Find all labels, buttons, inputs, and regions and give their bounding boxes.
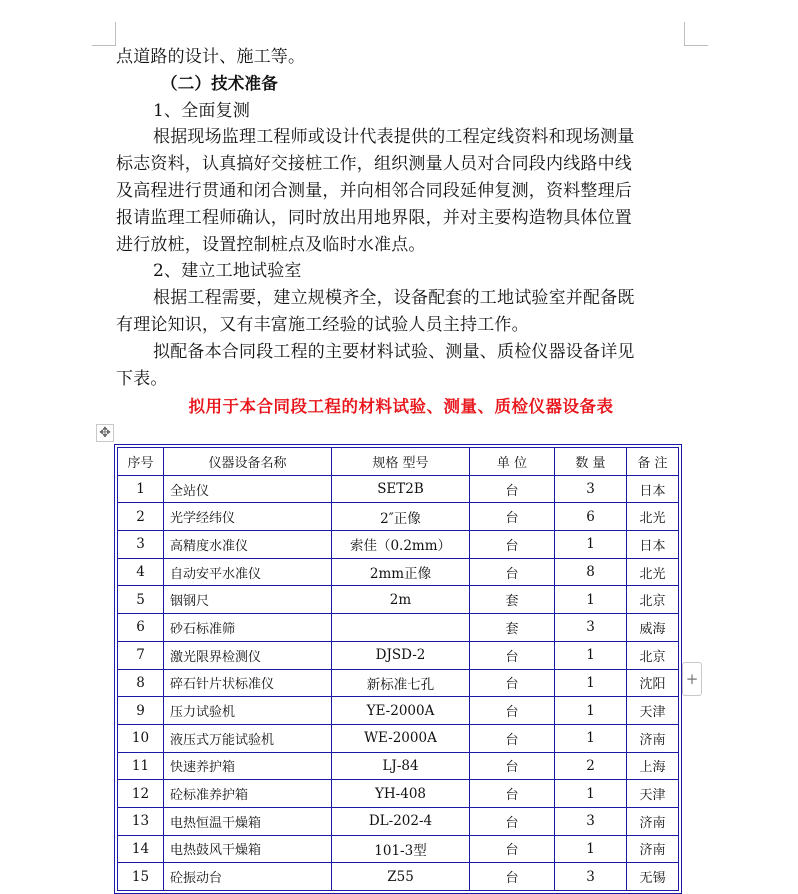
table-cell: Z55	[332, 863, 470, 891]
table-header-row	[118, 448, 679, 476]
table-row	[118, 614, 679, 642]
table-cell: 5	[118, 586, 164, 614]
header-cell: 规格 型号	[332, 448, 470, 476]
body-line: 根据工程需要，建立规模齐全，设备配套的工地试验室并配备既	[153, 288, 635, 309]
table-row	[118, 863, 679, 891]
table-cell: 快速养护箱	[164, 752, 332, 780]
table-cell: 3	[555, 614, 627, 642]
table-row	[118, 724, 679, 752]
table-cell: 北京	[627, 586, 679, 614]
table-cell: 压力试验机	[164, 697, 332, 725]
table-cell: 沈阳	[627, 669, 679, 697]
table-cell: 天津	[627, 780, 679, 808]
table-cell: YH-408	[332, 780, 470, 808]
crop-mark-top-right	[684, 22, 685, 46]
table-cell: 台	[470, 641, 555, 669]
table-cell: SET2B	[332, 475, 470, 503]
subsection-heading: 1、全面复测	[153, 100, 251, 121]
table-cell: 2m	[332, 586, 470, 614]
table-cell: 全站仪	[164, 475, 332, 503]
crop-mark-top-left	[92, 45, 116, 46]
table-row	[118, 503, 679, 531]
table-cell: 1	[555, 531, 627, 559]
section-heading: （二）技术准备	[161, 73, 278, 93]
table-cell: 北京	[627, 641, 679, 669]
table-cell: 电热鼓风干燥箱	[164, 835, 332, 863]
table-cell: 台	[470, 503, 555, 531]
header-cell: 仪器设备名称	[164, 448, 332, 476]
table-cell: 8	[555, 558, 627, 586]
table-cell: 台	[470, 531, 555, 559]
table-cell: 10	[118, 724, 164, 752]
table-cell: 北光	[627, 503, 679, 531]
table-cell: 新标准七孔	[332, 669, 470, 697]
table-row	[118, 780, 679, 808]
subsection-heading: 2、建立工地试验室	[153, 261, 302, 282]
table-row	[118, 531, 679, 559]
table-cell: 3	[555, 807, 627, 835]
table-cell: 台	[470, 724, 555, 752]
table-cell: 1	[555, 724, 627, 752]
body-line: 标志资料，认真搞好交接桩工作，组织测量人员对合同段内线路中线	[116, 154, 632, 175]
table-cell: 套	[470, 614, 555, 642]
table-cell: 砼振动台	[164, 863, 332, 891]
table-cell: 4	[118, 558, 164, 586]
table-cell: 11	[118, 752, 164, 780]
equipment-table	[114, 444, 682, 894]
table-cell: LJ-84	[332, 752, 470, 780]
table-move-handle-icon[interactable]: ✥	[96, 424, 114, 442]
table-cell: 1	[555, 697, 627, 725]
header-cell: 单 位	[470, 448, 555, 476]
table-cell: 15	[118, 863, 164, 891]
table-cell: 13	[118, 807, 164, 835]
body-line: 进行放桩，设置控制桩点及临时水准点。	[116, 234, 426, 255]
header-cell: 数 量	[555, 448, 627, 476]
table-cell: 台	[470, 669, 555, 697]
table-cell: 7	[118, 641, 164, 669]
table-cell: 2″正像	[332, 503, 470, 531]
table-cell: WE-2000A	[332, 724, 470, 752]
table-row	[118, 558, 679, 586]
table-cell: 铟钢尺	[164, 586, 332, 614]
table-title: 拟用于本合同段工程的材料试验、测量、质检仪器设备表	[188, 397, 614, 416]
table-cell: 液压式万能试验机	[164, 724, 332, 752]
header-cell: 序号	[118, 448, 164, 476]
table-cell: 无锡	[627, 863, 679, 891]
crop-mark-top-left	[115, 22, 116, 46]
table-row	[118, 669, 679, 697]
table-cell: 1	[555, 586, 627, 614]
table-cell: 上海	[627, 752, 679, 780]
table-cell: 光学经纬仪	[164, 503, 332, 531]
table-cell: 14	[118, 835, 164, 863]
table-cell: 1	[555, 669, 627, 697]
table-cell: 台	[470, 752, 555, 780]
table-cell: 101-3型	[332, 835, 470, 863]
table-cell: YE-2000A	[332, 697, 470, 725]
table-row	[118, 641, 679, 669]
table-cell: 2	[118, 503, 164, 531]
crop-mark-top-right	[684, 45, 708, 46]
table-row	[118, 835, 679, 863]
table-cell: 台	[470, 807, 555, 835]
document-body	[116, 44, 686, 392]
table-cell: 砂石标准筛	[164, 614, 332, 642]
body-line: 下表。	[116, 368, 168, 389]
body-line: 根据现场监理工程师或设计代表提供的工程定线资料和现场测量	[153, 127, 635, 148]
table-cell: 激光限界检测仪	[164, 641, 332, 669]
table-cell: 天津	[627, 697, 679, 725]
table-cell: 2	[555, 752, 627, 780]
table-cell: 9	[118, 697, 164, 725]
body-line: 点道路的设计、施工等。	[116, 47, 306, 67]
table-cell: 北光	[627, 558, 679, 586]
table-cell: 威海	[627, 614, 679, 642]
table-cell: 碎石针片状标准仪	[164, 669, 332, 697]
table-cell: 1	[555, 835, 627, 863]
table-cell: 台	[470, 835, 555, 863]
body-line: 及高程进行贯通和闭合测量，并向相邻合同段延伸复测，资料整理后	[116, 180, 632, 201]
table-cell: 日本	[627, 531, 679, 559]
table-cell: 台	[470, 863, 555, 891]
body-line: 拟配备本合同段工程的主要材料试验、测量、质检仪器设备详见	[153, 341, 635, 362]
add-column-plus-icon[interactable]: +	[682, 662, 702, 696]
table-cell: 索佳（0.2mm）	[332, 531, 470, 559]
body-line: 报请监理工程师确认，同时放出用地界限，并对主要构造物具体位置	[116, 207, 632, 228]
table-cell: 8	[118, 669, 164, 697]
table-cell: 1	[555, 780, 627, 808]
table-cell: 3	[118, 531, 164, 559]
table-cell: 2mm正像	[332, 558, 470, 586]
table-cell: 3	[555, 863, 627, 891]
table-row	[118, 586, 679, 614]
table-cell: 6	[555, 503, 627, 531]
table-cell: 6	[118, 614, 164, 642]
table-cell: 高精度水准仪	[164, 531, 332, 559]
table-cell: 济南	[627, 724, 679, 752]
table-cell: 1	[555, 641, 627, 669]
table-cell: 日本	[627, 475, 679, 503]
table-cell: 自动安平水准仪	[164, 558, 332, 586]
table-cell: 台	[470, 780, 555, 808]
table-cell: 1	[118, 475, 164, 503]
table-row	[118, 807, 679, 835]
table-cell: 台	[470, 475, 555, 503]
table-cell: 台	[470, 558, 555, 586]
table-cell: 济南	[627, 835, 679, 863]
table-cell: 台	[470, 697, 555, 725]
table-row	[118, 697, 679, 725]
body-line: 有理论知识，又有丰富施工经验的试验人员主持工作。	[116, 314, 529, 335]
table-cell	[332, 614, 470, 642]
table-cell: 3	[555, 475, 627, 503]
header-cell: 备 注	[627, 448, 679, 476]
table-row	[118, 475, 679, 503]
table-cell: 套	[470, 586, 555, 614]
table-cell: 济南	[627, 807, 679, 835]
table-cell: 电热恒温干燥箱	[164, 807, 332, 835]
table-cell: 12	[118, 780, 164, 808]
table-cell: 砼标准养护箱	[164, 780, 332, 808]
table-row	[118, 752, 679, 780]
table-cell: DL-202-4	[332, 807, 470, 835]
table-cell: DJSD-2	[332, 641, 470, 669]
